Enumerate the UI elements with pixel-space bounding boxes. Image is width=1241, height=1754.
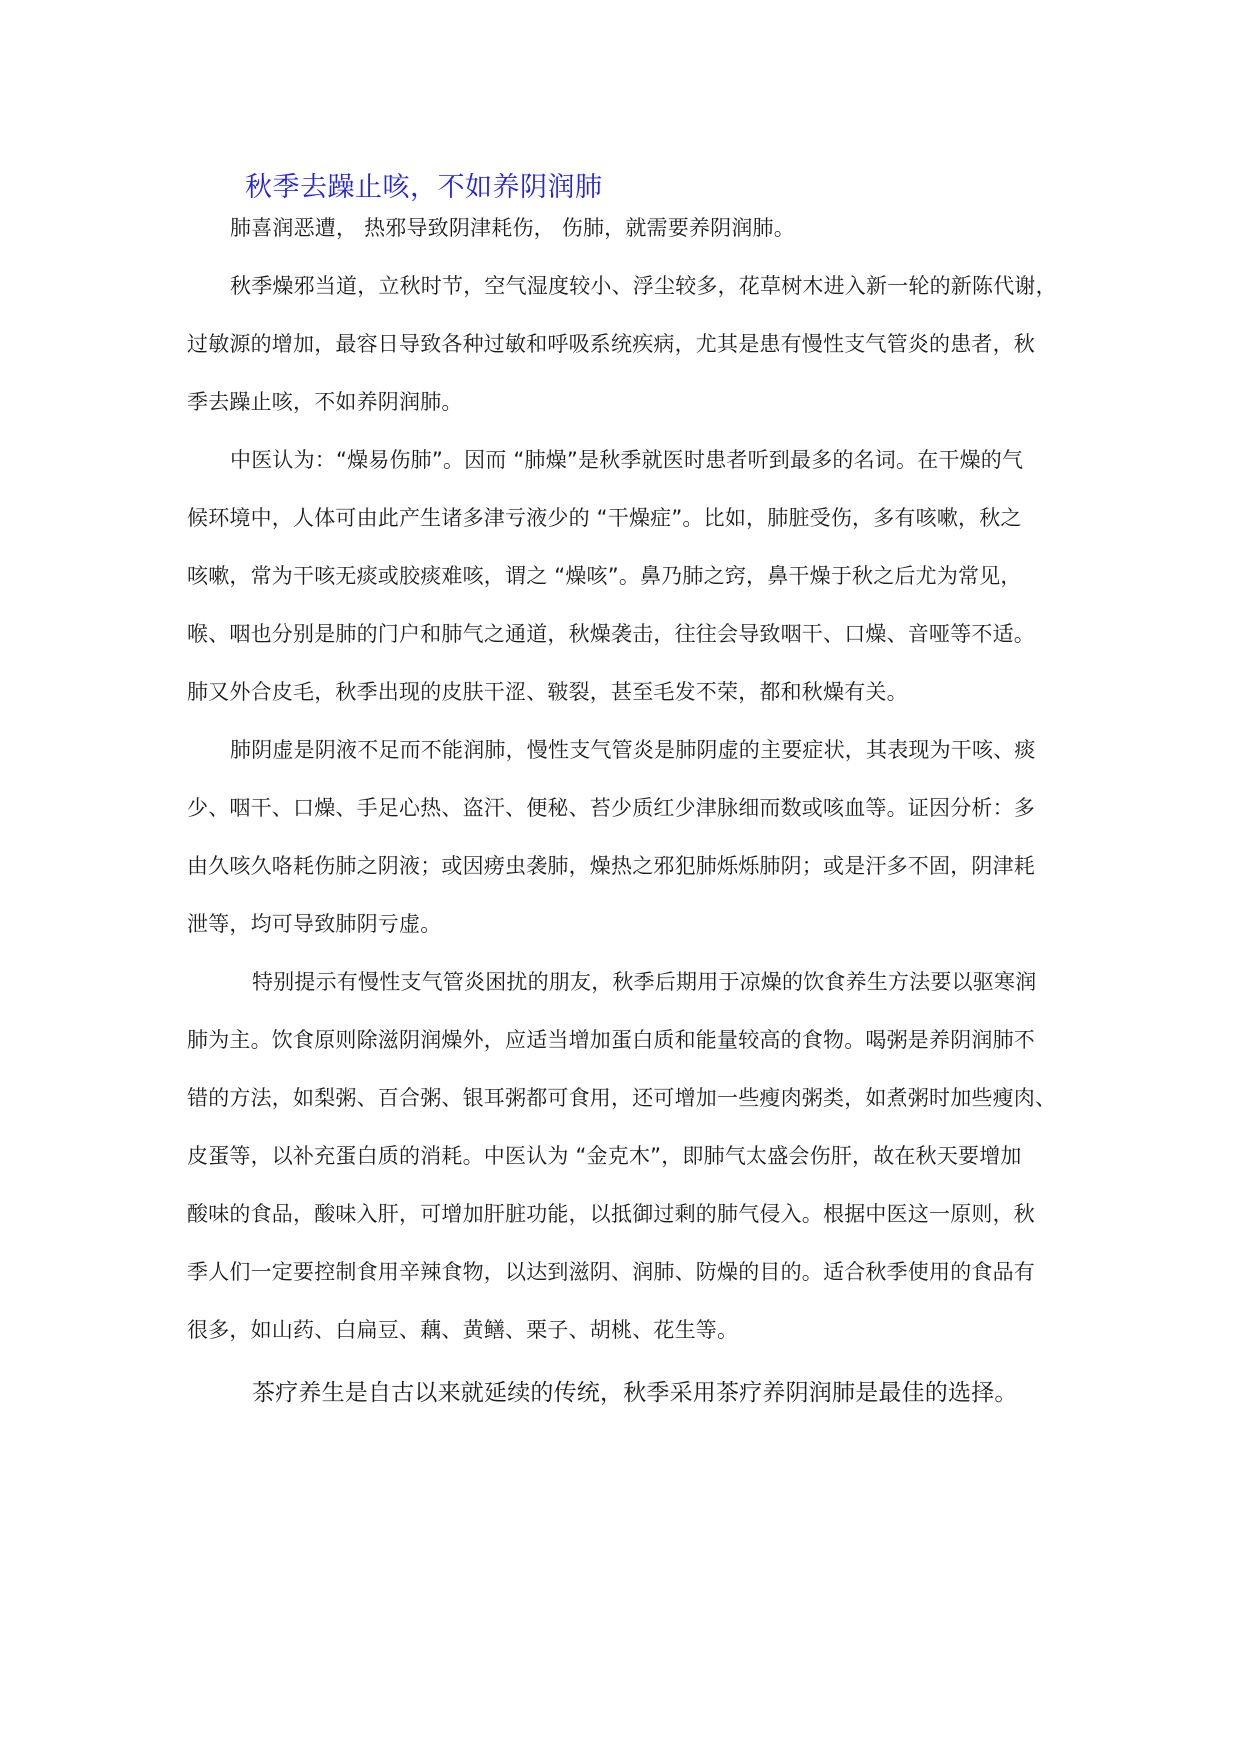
- paragraph-line: 季去躁止咳，不如养阴润肺。: [187, 390, 463, 414]
- paragraph-line: 秋季燥邪当道，立秋时节，空气湿度较小、浮尘较多，花草树木进入新一轮的新陈代谢，: [230, 274, 1057, 298]
- paragraph-line: 肺喜润恶遭， 热邪导致阴津耗伤， 伤肺，就需要养阴润肺。: [230, 216, 795, 240]
- paragraph-line: 特别提示有慢性支气管炎困扰的朋友，秋季后期用于凉燥的饮食养生方法要以驱寒润: [252, 970, 1037, 994]
- paragraph-line: 喉、咽也分别是肺的门户和肺气之通道，秋燥袭击，往往会导致咽干、口燥、音哑等不适。: [187, 622, 1035, 646]
- paragraph-line: 肺阴虚是阴液不足而不能润肺，慢性支气管炎是肺阴虚的主要症状，其表现为干咳、痰: [230, 738, 1036, 762]
- paragraph-line: 由久咳久咯耗伤肺之阴液；或因痨虫袭肺，燥热之邪犯肺烁烁肺阴；或是汗多不固，阴津耗: [187, 854, 1035, 878]
- paragraph-line: 很多，如山药、白扁豆、藕、黄鳝、栗子、胡桃、花生等。: [187, 1318, 739, 1342]
- paragraph-line: 肺又外合皮毛，秋季出现的皮肤干涩、皲裂，甚至毛发不荣，都和秋燥有关。: [187, 680, 908, 704]
- paragraph-line: 皮蛋等，以补充蛋白质的消耗。中医认为 “金克木”，即肺气太盛会伤肝，故在秋天要增加: [187, 1144, 1022, 1168]
- paragraph-line: 酸味的食品，酸味入肝，可增加肝脏功能，以抵御过剩的肺气侵入。根据中医这一原则，秋: [187, 1202, 1035, 1226]
- paragraph-line: 泄等，均可导致肺阴亏虚。: [187, 912, 442, 936]
- paragraph-line: 茶疗养生是自古以来就延续的传统，秋季采用茶疗养阴润肺是最佳的选择。: [252, 1380, 1018, 1406]
- paragraph-line: 中医认为：“燥易伤肺”。因而 “肺燥”是秋季就医时患者听到最多的名词。在干燥的气: [230, 448, 1024, 472]
- paragraph-line: 少、咽干、口燥、手足心热、盗汗、便秘、苔少质红少津脉细而数或咳血等。证因分析：多: [187, 796, 1035, 820]
- paragraph-line: 肺为主。饮食原则除滋阴润燥外，应适当增加蛋白质和能量较高的食物。喝粥是养阴润肺不: [187, 1028, 1035, 1052]
- paragraph-line: 咳嗽，常为干咳无痰或胶痰难咳，谓之 “燥咳”。鼻乃肺之窍，鼻干燥于秋之后尤为常见，: [187, 564, 1022, 588]
- paragraph-line: 候环境中，人体可由此产生诸多津亏液少的 “干燥症”。比如，肺脏受伤，多有咳嗽，秋之: [187, 506, 1022, 530]
- paragraph-line: 季人们一定要控制食用辛辣食物，以达到滋阴、润肺、防燥的目的。适合秋季使用的食品有: [187, 1260, 1035, 1284]
- document-title: 秋季去躁止咳，不如养阴润肺: [245, 172, 603, 203]
- paragraph-line: 过敏源的增加，最容日导致各种过敏和呼吸系统疾病，尤其是患有慢性支气管炎的患者，秋: [187, 332, 1035, 356]
- paragraph-line: 错的方法，如梨粥、百合粥、银耳粥都可食用，还可增加一些瘦肉粥类，如煮粥时加些瘦肉、: [187, 1086, 1057, 1110]
